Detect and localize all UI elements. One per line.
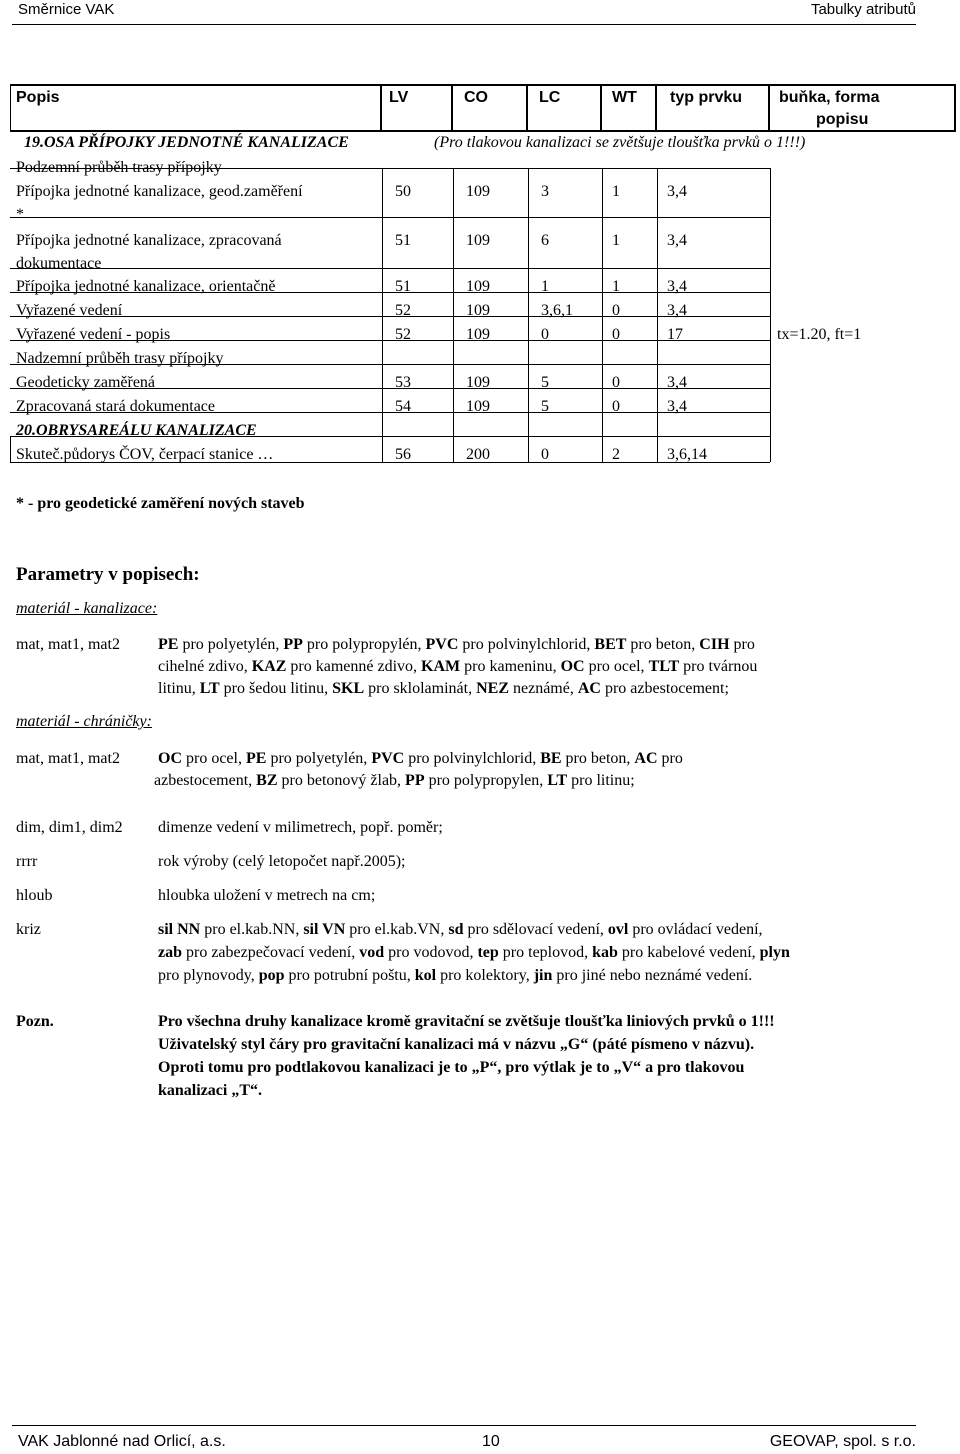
code-desc: pro ocel, bbox=[584, 658, 649, 675]
code-desc: pro bbox=[657, 750, 683, 767]
row-lc: 3,6,1 bbox=[541, 302, 573, 319]
code-abbrev: PP bbox=[283, 636, 303, 653]
header-bunka-2: popisu bbox=[816, 111, 869, 128]
row-lv: 52 bbox=[395, 302, 411, 319]
code-desc: pro polyetylén, bbox=[178, 636, 284, 653]
row-popis-2: * bbox=[16, 206, 24, 223]
code-abbrev: OC bbox=[560, 658, 585, 675]
row-typ: 17 bbox=[667, 326, 683, 343]
page-number: 10 bbox=[482, 1433, 500, 1450]
code-abbrev: vod bbox=[359, 944, 385, 961]
col-divider bbox=[657, 168, 658, 462]
row-lc: 1 bbox=[541, 278, 549, 295]
header-bottom-border bbox=[10, 130, 956, 132]
header-lc: LC bbox=[539, 89, 561, 106]
code-desc: pro beton, bbox=[561, 750, 635, 767]
col-divider bbox=[453, 168, 454, 462]
group-underground: Podzemní průběh trasy přípojky bbox=[16, 159, 222, 176]
row-typ: 3,4 bbox=[667, 302, 687, 319]
col-divider bbox=[528, 168, 529, 462]
row-wt: 0 bbox=[612, 374, 620, 391]
row-popis: Vyřazené vedení bbox=[16, 302, 123, 319]
code-desc: pro litinu; bbox=[567, 772, 635, 789]
code-abbrev: PVC bbox=[371, 750, 405, 767]
params-title: Parametry v popisech: bbox=[16, 564, 200, 585]
row-popis: Skuteč.půdorys ČOV, čerpací stanice … bbox=[16, 446, 274, 463]
dim-text: dimenze vedení v milimetrech, popř. poměr; bbox=[158, 819, 443, 836]
code-desc: neznámé, bbox=[509, 680, 578, 697]
code-abbrev: kol bbox=[414, 967, 437, 984]
code-abbrev: CIH bbox=[699, 636, 730, 653]
hloub-text: hloubka uložení v metrech na cm; bbox=[158, 887, 376, 904]
code-desc: pro betonový žlab, bbox=[277, 772, 406, 789]
row-border bbox=[10, 268, 770, 269]
code-abbrev: ovl bbox=[607, 921, 629, 938]
row-wt: 0 bbox=[612, 398, 620, 415]
row-popis: Vyřazené vedení - popis bbox=[16, 326, 171, 343]
code-abbrev: BE bbox=[540, 750, 562, 767]
row-lv: 56 bbox=[395, 446, 411, 463]
code-desc: pro kolektory, bbox=[436, 967, 534, 984]
code-abbrev: tep bbox=[477, 944, 499, 961]
code-desc: pro kamenné zdivo, bbox=[286, 658, 422, 675]
row-co: 109 bbox=[466, 232, 490, 249]
row-co: 109 bbox=[466, 374, 490, 391]
row-co: 109 bbox=[466, 278, 490, 295]
code-desc: pro sdělovací vedení, bbox=[463, 921, 608, 938]
row-lc: 0 bbox=[541, 326, 549, 343]
row-lv: 51 bbox=[395, 278, 411, 295]
code-desc: pro el.kab.NN, bbox=[200, 921, 304, 938]
header-left: Směrnice VAK bbox=[18, 1, 115, 18]
row-co: 109 bbox=[466, 326, 490, 343]
col-divider bbox=[770, 168, 771, 462]
header-popis: Popis bbox=[16, 89, 60, 106]
row-lc: 5 bbox=[541, 398, 549, 415]
page-footer bbox=[12, 1425, 916, 1454]
code-desc: pro polypropylén, bbox=[302, 636, 426, 653]
pozn-label: Pozn. bbox=[16, 1013, 54, 1030]
code-abbrev: AC bbox=[634, 750, 658, 767]
col-divider bbox=[655, 84, 657, 130]
mat-label: mat, mat1, mat2 bbox=[16, 750, 120, 767]
code-desc: pro vodovod, bbox=[384, 944, 478, 961]
code-desc: pro polvinylchlorid, bbox=[404, 750, 541, 767]
section20-title: 20.OBRYSAREÁLU KANALIZACE bbox=[16, 422, 257, 439]
code-abbrev: zab bbox=[158, 944, 182, 961]
row-popis: Geodeticky zaměřená bbox=[16, 374, 156, 391]
code-desc: pro kabelové vedení, bbox=[617, 944, 760, 961]
col-divider bbox=[380, 84, 382, 130]
col-divider bbox=[602, 168, 603, 462]
row-wt: 1 bbox=[612, 183, 620, 200]
code-desc: litinu, bbox=[158, 680, 200, 697]
mat-chr-line bbox=[154, 772, 635, 790]
row-bunka: tx=1.20, ft=1 bbox=[777, 326, 862, 343]
row-typ: 3,6,14 bbox=[667, 446, 707, 463]
code-abbrev: plyn bbox=[759, 944, 790, 961]
mat-label: mat, mat1, mat2 bbox=[16, 636, 120, 653]
mat-chr-line bbox=[158, 750, 683, 768]
row-wt: 2 bbox=[612, 446, 620, 463]
header-co: CO bbox=[464, 89, 488, 106]
row-typ: 3,4 bbox=[667, 232, 687, 249]
code-abbrev: KAZ bbox=[251, 658, 287, 675]
code-desc: pro azbestocement; bbox=[600, 680, 729, 697]
footer-left: VAK Jablonné nad Orlicí, a.s. bbox=[18, 1433, 226, 1450]
code-desc: pro teplovod, bbox=[498, 944, 593, 961]
row-popis: Přípojka jednotné kanalizace, geod.zaměření bbox=[16, 183, 303, 200]
code-abbrev: OC bbox=[158, 750, 182, 767]
row-wt: 1 bbox=[612, 232, 620, 249]
code-desc: pro plynovody, bbox=[158, 967, 259, 984]
code-abbrev: sil NN bbox=[158, 921, 201, 938]
row-popis: Zpracovaná stará dokumentace bbox=[16, 398, 216, 415]
row-co: 109 bbox=[466, 398, 490, 415]
row-co: 109 bbox=[466, 302, 490, 319]
row-typ: 3,4 bbox=[667, 398, 687, 415]
code-abbrev: pop bbox=[258, 967, 285, 984]
col-divider bbox=[768, 84, 770, 130]
code-abbrev: sil VN bbox=[303, 921, 346, 938]
code-desc: pro polypropylen, bbox=[424, 772, 548, 789]
header-right: Tabulky atributů bbox=[810, 1, 916, 18]
hloub-label: hloub bbox=[16, 887, 53, 904]
table-left-border bbox=[10, 86, 11, 130]
code-desc: pro polvinylchlorid, bbox=[458, 636, 595, 653]
code-abbrev: kab bbox=[592, 944, 618, 961]
section19-note: (Pro tlakovou kanalizaci se zvětšuje tloušťka prvků o 1!!!) bbox=[434, 134, 806, 151]
row-lv: 52 bbox=[395, 326, 411, 343]
code-abbrev: LT bbox=[547, 772, 568, 789]
code-abbrev: jin bbox=[533, 967, 553, 984]
row-border bbox=[10, 217, 770, 218]
code-abbrev: PE bbox=[158, 636, 179, 653]
code-abbrev: PVC bbox=[425, 636, 459, 653]
code-desc: pro beton, bbox=[626, 636, 700, 653]
code-desc: pro ovládací vedení, bbox=[628, 921, 763, 938]
header-wt: WT bbox=[612, 89, 637, 106]
dim-label: dim, dim1, dim2 bbox=[16, 819, 123, 836]
code-desc: pro bbox=[729, 636, 755, 653]
table-top-border bbox=[10, 84, 956, 86]
kriz-label: kriz bbox=[16, 921, 41, 938]
code-abbrev: LT bbox=[199, 680, 220, 697]
rrrr-label: rrrr bbox=[16, 853, 38, 870]
col-divider bbox=[600, 84, 602, 130]
row-wt: 1 bbox=[612, 278, 620, 295]
table-right-border bbox=[954, 86, 956, 130]
row-lv: 51 bbox=[395, 232, 411, 249]
row-lv: 50 bbox=[395, 183, 411, 200]
code-desc: pro zabezpečovací vedení, bbox=[182, 944, 360, 961]
code-desc: pro tvárnou bbox=[679, 658, 758, 675]
mat-kan-line bbox=[158, 636, 755, 654]
row-typ: 3,4 bbox=[667, 183, 687, 200]
row-lc: 6 bbox=[541, 232, 549, 249]
row-lc: 3 bbox=[541, 183, 549, 200]
section19-title: 19.OSA PŘÍPOJKY JEDNOTNÉ KANALIZACE bbox=[24, 134, 349, 151]
pozn-line: Oproti tomu pro podtlakovou kanalizaci je to „P“, pro výtlak je to „V“ a pro tlakovou bbox=[158, 1059, 745, 1076]
row-lv: 54 bbox=[395, 398, 411, 415]
row-popis-2: dokumentace bbox=[16, 255, 102, 272]
code-abbrev: BET bbox=[594, 636, 627, 653]
attribute-table bbox=[10, 84, 956, 470]
row-lc: 0 bbox=[541, 446, 549, 463]
mat-kan-line bbox=[158, 658, 757, 676]
code-abbrev: SKL bbox=[332, 680, 365, 697]
row-wt: 0 bbox=[612, 326, 620, 343]
pozn-line: Uživatelský styl čáry pro gravitační kanalizaci má v názvu „G“ (páté písmeno v názvu). bbox=[158, 1036, 755, 1053]
mat-kan-line bbox=[158, 680, 729, 698]
code-desc: azbestocement, bbox=[154, 772, 257, 789]
kriz-line bbox=[158, 944, 790, 962]
code-abbrev: PP bbox=[405, 772, 425, 789]
rrrr-text: rok výroby (celý letopočet např.2005); bbox=[158, 853, 406, 870]
row-wt: 0 bbox=[612, 302, 620, 319]
code-desc: pro sklolaminát, bbox=[364, 680, 477, 697]
col-divider bbox=[526, 84, 528, 130]
header-bunka: buňka, forma bbox=[779, 89, 880, 106]
col-divider bbox=[10, 436, 11, 462]
code-desc: pro šedou litinu, bbox=[219, 680, 333, 697]
footnote: * - pro geodetické zaměření nových staveb bbox=[16, 495, 305, 512]
row-lc: 5 bbox=[541, 374, 549, 391]
row-border bbox=[10, 316, 770, 317]
code-abbrev: BZ bbox=[256, 772, 278, 789]
code-desc: pro ocel, bbox=[182, 750, 246, 767]
code-abbrev: NEZ bbox=[476, 680, 509, 697]
mat-kan-label: materiál - kanalizace: bbox=[16, 600, 158, 617]
group-overground: Nadzemní průběh trasy přípojky bbox=[16, 350, 224, 367]
row-lv: 53 bbox=[395, 374, 411, 391]
mat-chr-label: materiál - chráničky: bbox=[16, 713, 152, 730]
code-desc: pro kameninu, bbox=[460, 658, 561, 675]
kriz-line bbox=[158, 967, 752, 985]
row-popis: Přípojka jednotné kanalizace, orientačně bbox=[16, 278, 276, 295]
page-header bbox=[12, 0, 916, 25]
code-abbrev: PE bbox=[245, 750, 267, 767]
row-typ: 3,4 bbox=[667, 374, 687, 391]
code-desc: pro el.kab.VN, bbox=[345, 921, 449, 938]
col-divider bbox=[451, 84, 453, 130]
code-desc: pro jiné nebo neznámé vedení. bbox=[552, 967, 753, 984]
row-co: 109 bbox=[466, 183, 490, 200]
code-desc: cihelné zdivo, bbox=[158, 658, 252, 675]
header-typ: typ prvku bbox=[670, 89, 743, 106]
code-abbrev: KAM bbox=[421, 658, 461, 675]
code-desc: pro potrubní poštu, bbox=[284, 967, 415, 984]
footer-right: GEOVAP, spol. s r.o. bbox=[769, 1433, 916, 1450]
header-lv: LV bbox=[389, 89, 409, 106]
col-divider bbox=[382, 168, 383, 462]
row-typ: 3,4 bbox=[667, 278, 687, 295]
row-co: 200 bbox=[466, 446, 490, 463]
code-abbrev: TLT bbox=[648, 658, 680, 675]
code-desc: pro polyetylén, bbox=[266, 750, 372, 767]
pozn-line: Pro všechna druhy kanalizace kromě gravitační se zvětšuje tloušťka liniových prvků o 1!!! bbox=[158, 1013, 775, 1030]
row-popis: Přípojka jednotné kanalizace, zpracovaná bbox=[16, 232, 282, 249]
code-abbrev: sd bbox=[448, 921, 464, 938]
kriz-line bbox=[158, 921, 763, 939]
code-abbrev: AC bbox=[577, 680, 601, 697]
pozn-line: kanalizaci „T“. bbox=[158, 1082, 263, 1099]
